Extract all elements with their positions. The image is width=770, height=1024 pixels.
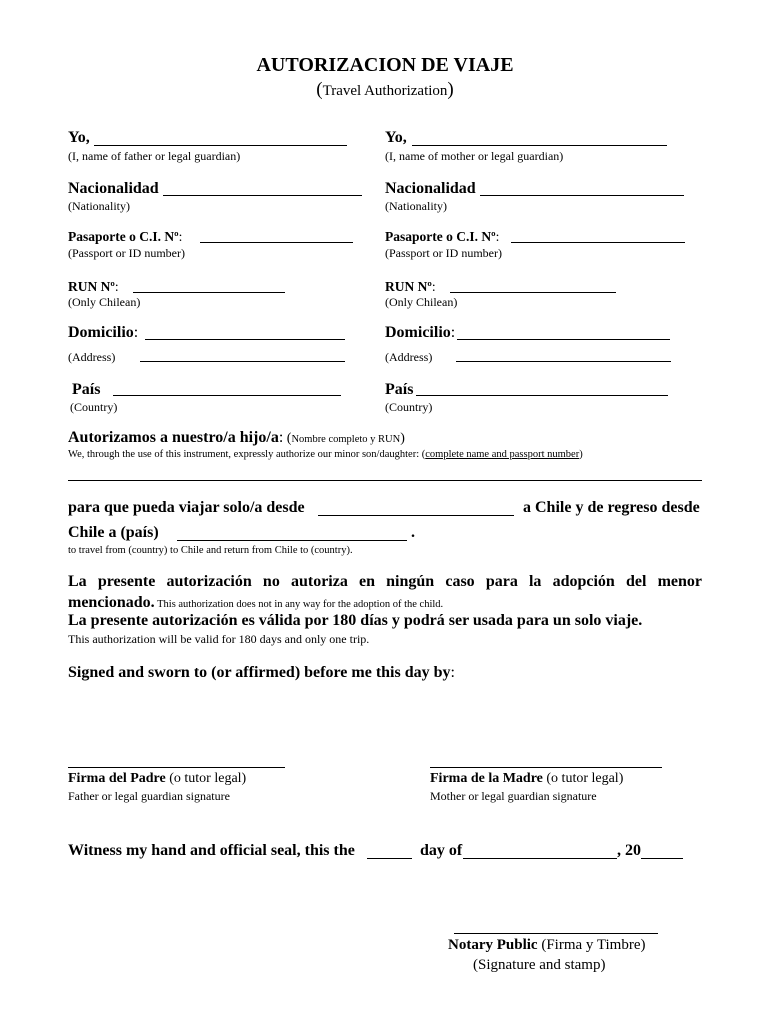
mother-run-caption: (Only Chilean) bbox=[385, 295, 458, 309]
father-pais-label: País bbox=[72, 381, 101, 398]
travel-from-field[interactable] bbox=[318, 515, 514, 516]
mother-signature-label: Firma de la Madre (o tutor legal) bbox=[430, 771, 624, 786]
travel-to-country-field[interactable] bbox=[177, 540, 407, 541]
signed-sworn-text: Signed and sworn to (or affirmed) before me this day by: bbox=[68, 664, 455, 681]
mother-country-caption: (Country) bbox=[385, 400, 433, 414]
notice-adoption-line2: mencionado. This authorization does not in any way for the adoption of the child. bbox=[68, 594, 444, 611]
child-heading: Autorizamos a nuestro/a hijo/a: (Nombre completo y RUN) bbox=[68, 429, 405, 446]
notice-validity: La presente autorización es válida por 180 días y podrá ser usada para un solo viaje. bbox=[68, 612, 643, 629]
witness-text-a: Witness my hand and official seal, this the bbox=[68, 842, 355, 859]
mother-signature-caption: Mother or legal guardian signature bbox=[430, 789, 597, 803]
notice-adoption-line1: La presente autorización no autoriza en ningún caso para la adopción del menor bbox=[68, 573, 702, 590]
father-country-caption: (Country) bbox=[70, 400, 118, 414]
father-pais-field[interactable] bbox=[113, 395, 341, 396]
mother-name-caption: (I, name of mother or legal guardian) bbox=[385, 149, 564, 163]
mother-pais-field[interactable] bbox=[416, 395, 668, 396]
witness-month-field[interactable] bbox=[463, 858, 617, 859]
mother-passport-field[interactable] bbox=[511, 242, 685, 243]
mother-nationality-label: Nacionalidad bbox=[385, 180, 476, 197]
mother-name-field[interactable] bbox=[412, 145, 667, 146]
father-signature-caption: Father or legal guardian signature bbox=[68, 789, 230, 803]
notary-signature-line[interactable] bbox=[454, 933, 658, 934]
mother-nationality-field[interactable] bbox=[480, 195, 684, 196]
travel-to-label: Chile a (país) bbox=[68, 524, 159, 541]
form-subtitle-text: Travel Authorization bbox=[322, 83, 448, 99]
form-title-text: AUTORIZACION DE VIAJE bbox=[256, 54, 514, 76]
mother-address-field[interactable] bbox=[456, 361, 671, 362]
father-signature-line[interactable] bbox=[68, 767, 285, 768]
notary-label: Notary Public (Firma y Timbre) bbox=[448, 937, 646, 953]
father-nationality-caption: (Nationality) bbox=[68, 199, 130, 213]
mother-passport-caption: (Passport or ID number) bbox=[385, 246, 502, 260]
father-address-field[interactable] bbox=[140, 361, 345, 362]
witness-text-b: day of bbox=[420, 842, 463, 859]
travel-period: . bbox=[411, 524, 415, 541]
father-domicilio-label: Domicilio: bbox=[68, 324, 139, 341]
witness-day-field[interactable] bbox=[367, 858, 412, 859]
notice-validity-english: This authorization will be valid for 180 days and only one trip. bbox=[68, 632, 370, 646]
father-nationality-field[interactable] bbox=[163, 195, 362, 196]
father-domicilio-field[interactable] bbox=[145, 339, 345, 340]
mother-run-label: RUN Nº: bbox=[385, 279, 436, 294]
mother-name-label: Yo, bbox=[385, 129, 407, 146]
father-passport-caption: (Passport or ID number) bbox=[68, 246, 185, 260]
witness-text-c: , 20 bbox=[617, 842, 641, 859]
father-name-caption: (I, name of father or legal guardian) bbox=[68, 149, 241, 163]
mother-signature-line[interactable] bbox=[430, 767, 662, 768]
mother-pais-label: País bbox=[385, 381, 414, 398]
mother-nationality-caption: (Nationality) bbox=[385, 199, 447, 213]
child-name-field[interactable] bbox=[68, 480, 702, 481]
form-title bbox=[0, 54, 770, 77]
mother-run-field[interactable] bbox=[450, 292, 616, 293]
mother-domicilio-field[interactable] bbox=[457, 339, 670, 340]
travel-return-label: a Chile y de regreso desde bbox=[523, 499, 700, 516]
father-passport-field[interactable] bbox=[200, 242, 353, 243]
father-signature-label: Firma del Padre (o tutor legal) bbox=[68, 771, 247, 786]
form-subtitle: (Travel Authorization) bbox=[316, 79, 454, 100]
father-passport-label: Pasaporte o C.I. Nº: bbox=[68, 229, 183, 244]
father-name-label: Yo, bbox=[68, 129, 90, 146]
father-name-field[interactable] bbox=[94, 145, 347, 146]
witness-year-field[interactable] bbox=[641, 858, 683, 859]
mother-address-caption: (Address) bbox=[385, 350, 433, 364]
father-address-caption: (Address) bbox=[68, 350, 116, 364]
father-nationality-label: Nacionalidad bbox=[68, 180, 159, 197]
travel-english-caption: to travel from (country) to Chile and return from Chile to (country). bbox=[68, 545, 353, 556]
father-run-label: RUN Nº: bbox=[68, 279, 119, 294]
travel-from-label: para que pueda viajar solo/a desde bbox=[68, 499, 305, 516]
father-run-caption: (Only Chilean) bbox=[68, 295, 141, 309]
mother-domicilio-label: Domicilio: bbox=[385, 324, 456, 341]
notary-caption: (Signature and stamp) bbox=[473, 957, 606, 973]
father-run-field[interactable] bbox=[133, 292, 285, 293]
mother-passport-label: Pasaporte o C.I. Nº: bbox=[385, 229, 500, 244]
child-english-caption: We, through the use of this instrument, expressly authorize our minor son/daughter: (complete name and passport number) bbox=[68, 449, 583, 460]
